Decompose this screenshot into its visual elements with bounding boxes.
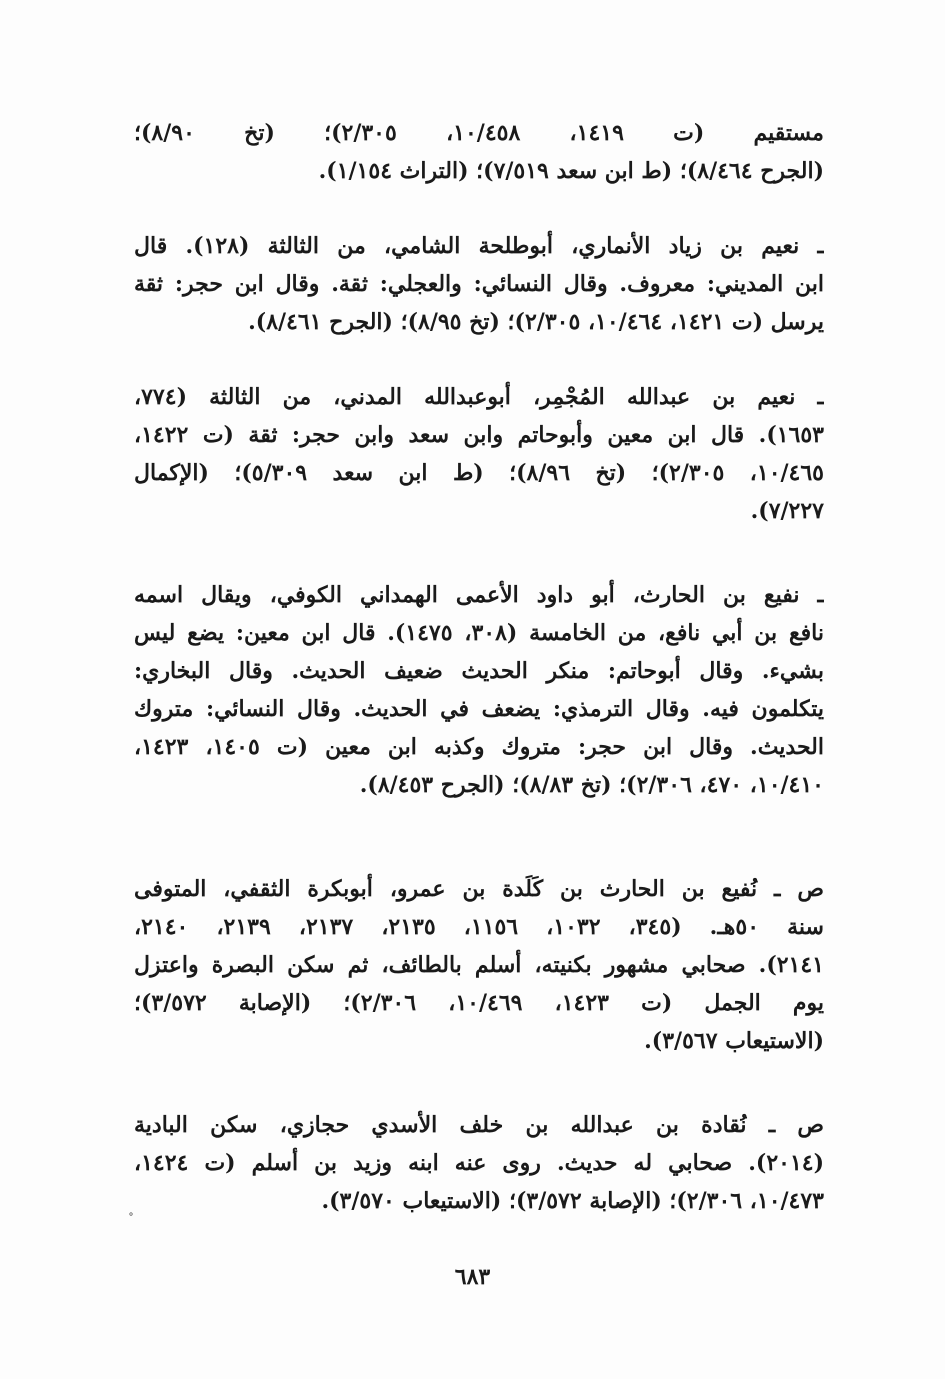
text-line: ٢١٤١). صحابي مشهور بكنيته، أسلم بالطائف، ثم سكن البصرة واعتزل bbox=[134, 952, 824, 978]
text-line: ـ نعيم بن زياد الأنماري، أبوطلحة الشامي، من الثالثة (١٢٨). قال bbox=[134, 233, 824, 259]
text-line: ١٠/٤٦٥، ٢/٣٠٥)؛ (تخ ٨/٩٦)؛ (ط ابن سعد ٥/٣٠٩)؛ (الإكمال bbox=[134, 460, 824, 486]
text-line: ١٦٥٣). قال ابن معين وأبوحاتم وابن سعد وابن حجر: ثقة (ت ١٤٢٢، bbox=[134, 422, 824, 448]
text-line: (٢٠١٤). صحابي له حديث. روى عنه ابنه وزيد بن أسلم (ت ١٤٢٤، bbox=[134, 1150, 824, 1176]
text-line: (الاستيعاب ٣/٥٦٧). bbox=[644, 1028, 824, 1054]
text-line: يتكلمون فيه. وقال الترمذي: يضعف في الحديث. وقال النسائي: متروك bbox=[134, 696, 824, 722]
text-line: نافع بن أبي نافع، من الخامسة (٣٠٨، ١٤٧٥). قال ابن معين: يضع ليس bbox=[134, 620, 824, 646]
entry-nufay-abu-bakra bbox=[134, 870, 824, 1060]
text-line: يرسل (ت ١٤٢١، ١٠/٤٦٤، ٢/٣٠٥)؛ (تخ ٨/٩٥)؛ (الجرح ٨/٤٦١). bbox=[248, 309, 824, 335]
text-line: ـ نفيع بن الحارث، أبو داود الأعمى الهمداني الكوفي، ويقال اسمه bbox=[134, 582, 824, 608]
text-line: يوم الجمل (ت ١٤٢٣، ١٠/٤٦٩، ٢/٣٠٦)؛ (الإصابة ٣/٥٧٢)؛ bbox=[134, 990, 824, 1016]
page-number: ٦٨٣ bbox=[454, 1264, 491, 1290]
text-line: (الجرح ٨/٤٦٤)؛ (ط ابن سعد ٧/٥١٩)؛ (التراث ١/١٥٤). bbox=[318, 158, 824, 184]
entry-mustaqim-references bbox=[134, 114, 824, 190]
text-line: سنة ٥٠هـ. (٣٤٥، ١٠٣٢، ١١٥٦، ٢١٣٥، ٢١٣٧، ٢١٣٩، ٢١٤٠، bbox=[134, 914, 824, 940]
text-line: بشيء. وقال أبوحاتم: منكر الحديث ضعيف الحديث. وقال البخاري: bbox=[134, 658, 824, 684]
text-line: ١٠/٤٧٣، ٢/٣٠٦)؛ (الإصابة ٣/٥٧٢)؛ (الاستيعاب ٣/٥٧٠). bbox=[321, 1188, 824, 1214]
entry-nuaym-ibn-abdullah bbox=[134, 378, 824, 530]
text-line: ١٠/٤١٠، ٤٧٠، ٢/٣٠٦)؛ (تخ ٨/٨٣)؛ (الجرح ٨/٤٥٣). bbox=[359, 772, 824, 798]
entry-nuqada-ibn-abdullah bbox=[134, 1106, 824, 1220]
text-line: ابن المديني: معروف. وقال النسائي: والعجلي: ثقة. وقال ابن حجر: ثقة bbox=[134, 271, 824, 297]
text-line: ص ـ نُفيع بن الحارث بن كَلَدة بن عمرو، أبوبكرة الثقفي، المتوفى bbox=[134, 876, 824, 902]
text-line: ٧/٢٢٧). bbox=[750, 498, 824, 524]
stray-mark: ˚ bbox=[128, 1212, 134, 1226]
text-line: ـ نعيم بن عبدالله المُجْمِر، أبوعبدالله المدني، من الثالثة (٧٧٤، bbox=[134, 384, 824, 410]
text-line: ص ـ نُقادة بن عبدالله بن خلف الأسدي حجازي، سكن البادية bbox=[134, 1112, 824, 1138]
text-line: مستقيم (ت ١٤١٩، ١٠/٤٥٨، ٢/٣٠٥)؛ (تخ ٨/٩٠)؛ bbox=[134, 120, 824, 146]
entry-nuaym-ibn-ziyad bbox=[134, 227, 824, 341]
text-line: الحديث. وقال ابن حجر: متروك وكذبه ابن معين (ت ١٤٠٥، ١٤٢٣، bbox=[134, 734, 824, 760]
entry-nufay-ibn-al-harith-abu-dawud bbox=[134, 576, 824, 804]
